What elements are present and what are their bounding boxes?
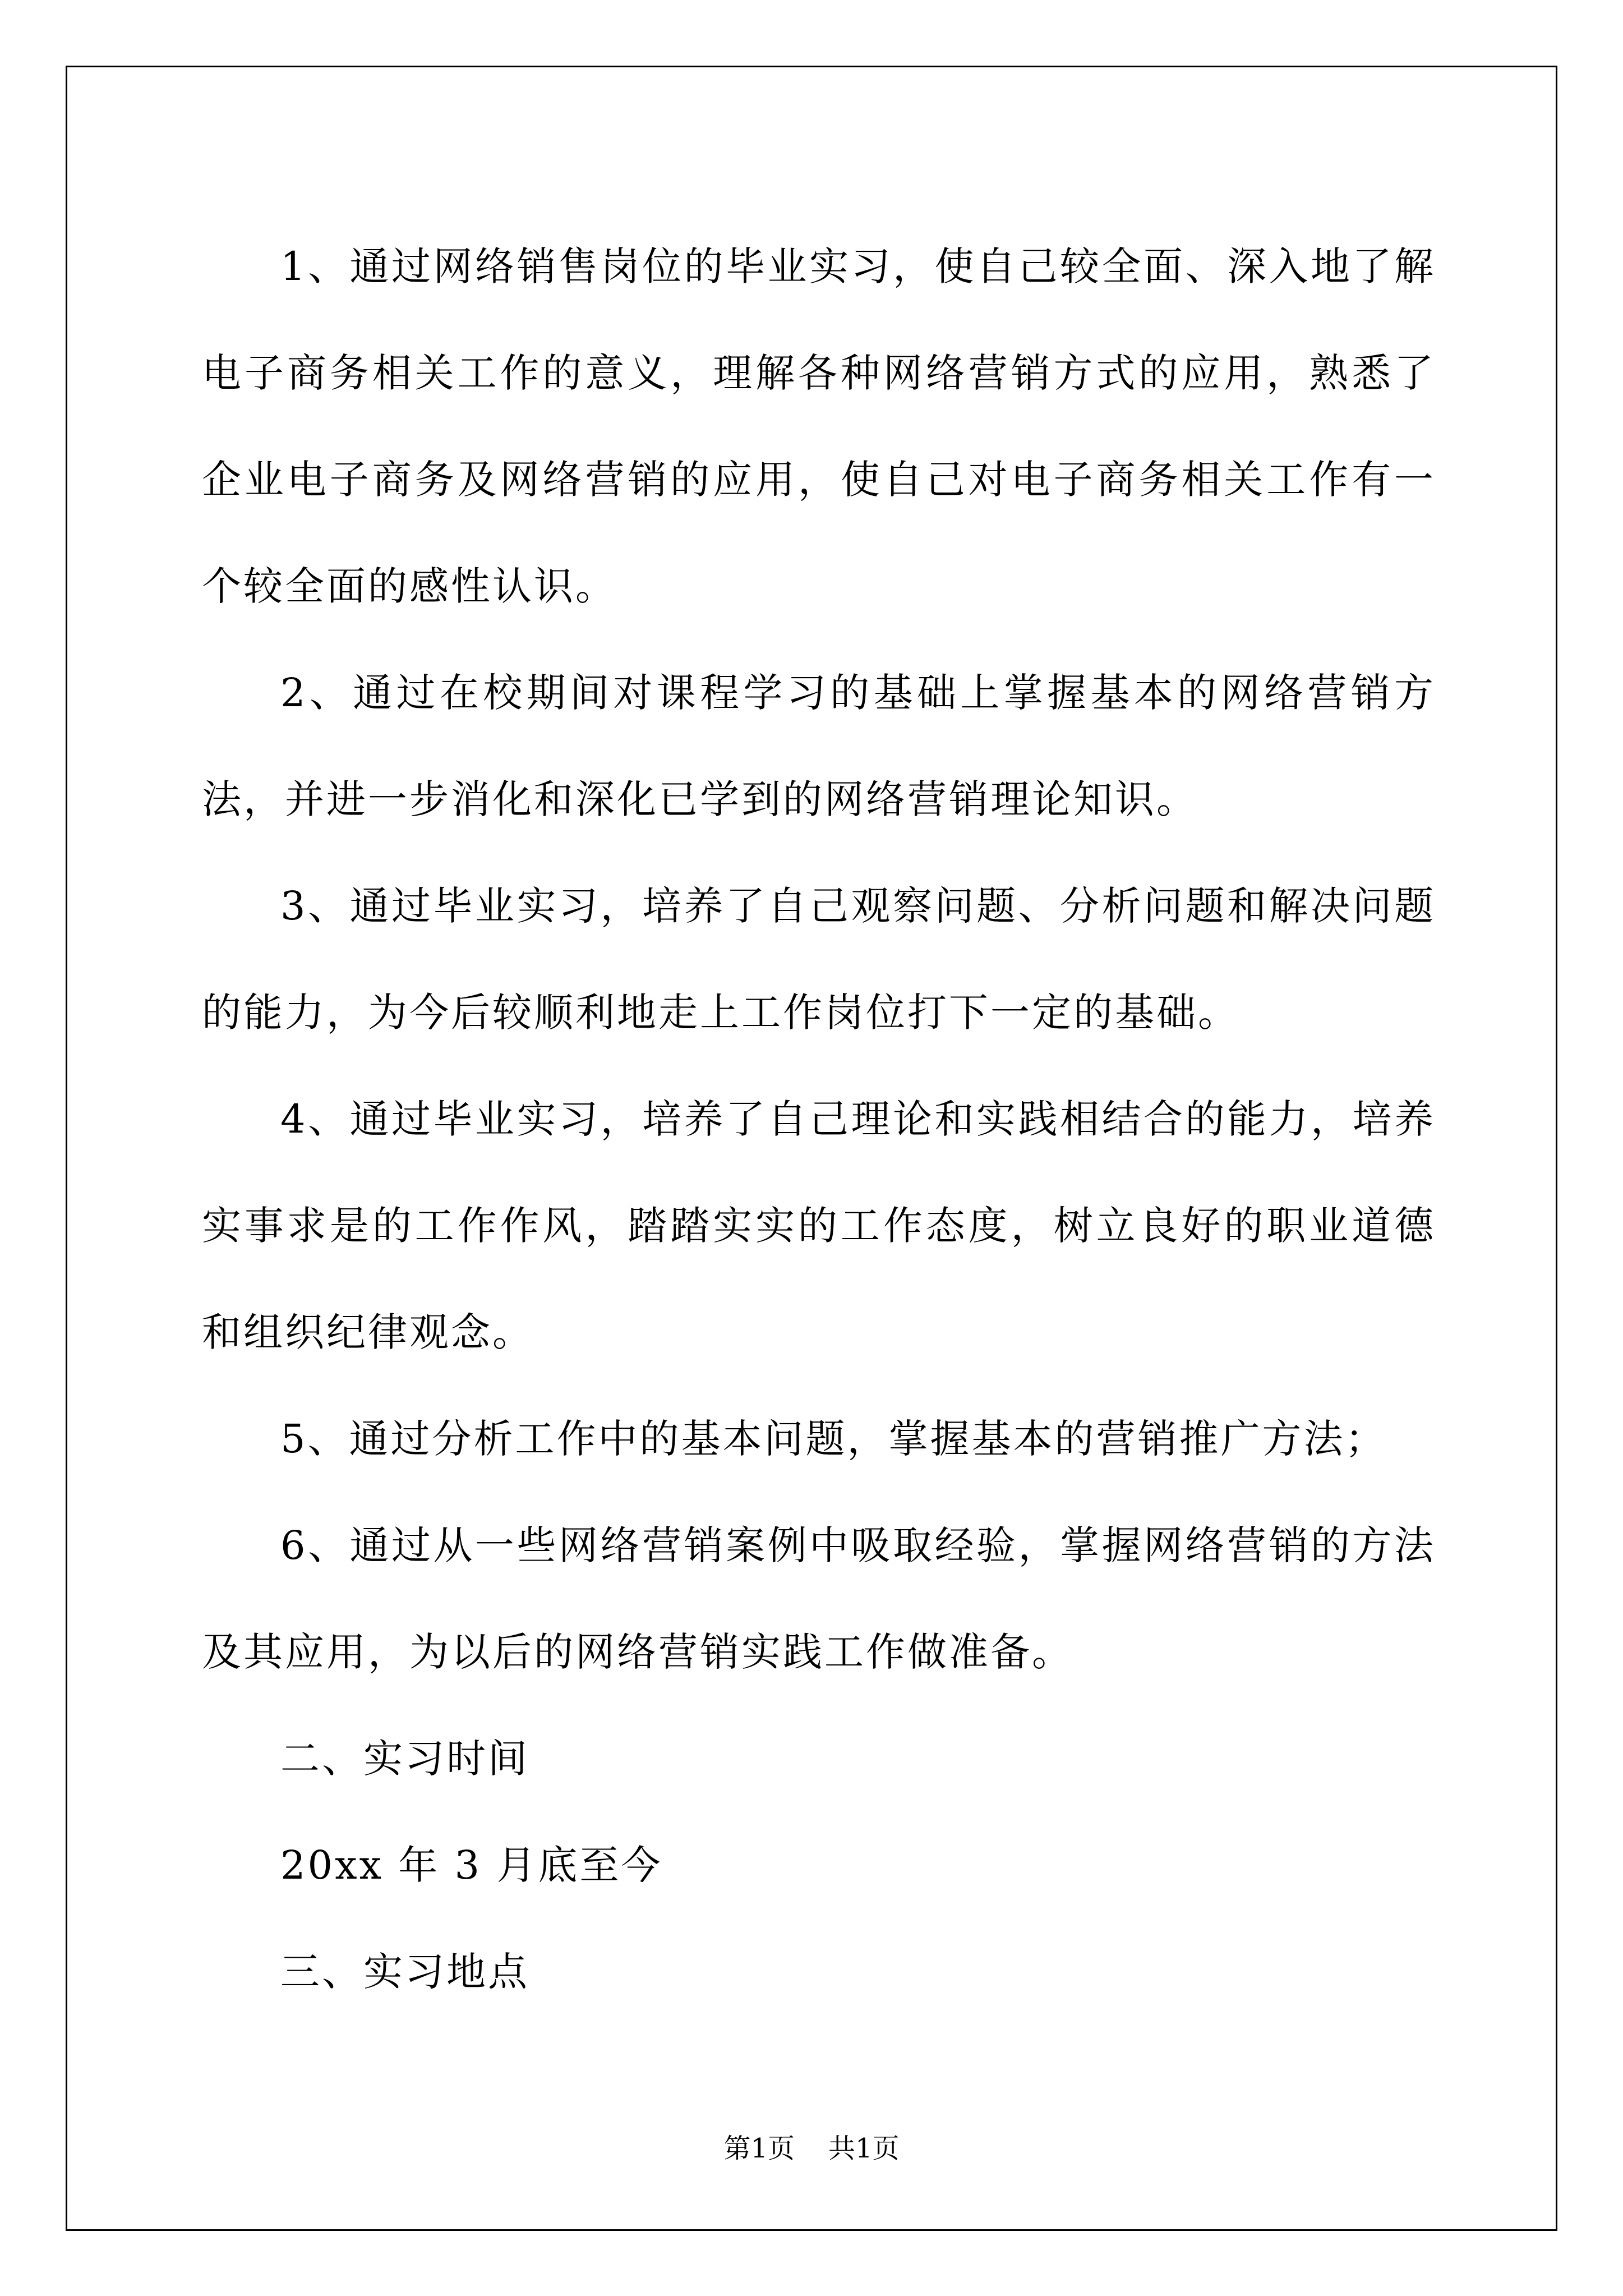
paragraph-objective-6: 6、通过从一些网络营销案例中吸取经验，掌握网络营销的方法及其应用，为以后的网络营销实践工作做准备。 xyxy=(202,1522,1436,1675)
paragraph-objective-3: 3、通过毕业实习，培养了自己观察问题、分析问题和解决问题的能力，为今后较顺利地走上工作岗位打下一定的基础。 xyxy=(202,883,1436,1036)
document-body xyxy=(202,213,1436,2025)
page-number-current: 第1页 xyxy=(723,2133,795,2164)
paragraph-objective-5: 5、通过分析工作中的基本问题，掌握基本的营销推广方法； xyxy=(280,1416,1387,1462)
internship-time-value: 20xx 年 3 月底至今 xyxy=(280,1842,663,1888)
section-heading-internship-time: 二、实习时间 xyxy=(280,1736,529,1782)
section-heading-internship-location: 三、实习地点 xyxy=(280,1949,529,1995)
page-number-total: 共1页 xyxy=(828,2133,900,2164)
paragraph-objective-4: 4、通过毕业实习，培养了自己理论和实践相结合的能力，培养实事求是的工作作风，踏踏实实的工作态度，树立良好的职业道德和组织纪律观念。 xyxy=(202,1096,1436,1355)
page-footer xyxy=(0,2132,1623,2165)
paragraph-objective-2: 2、通过在校期间对课程学习的基础上掌握基本的网络营销方法，并进一步消化和深化已学到的网络营销理论知识。 xyxy=(202,670,1436,822)
paragraph-objective-1: 1、通过网络销售岗位的毕业实习，使自己较全面、深入地了解电子商务相关工作的意义，理解各种网络营销方式的应用，熟悉了企业电子商务及网络营销的应用，使自己对电子商务相关工作有一个较全面的感性认识。 xyxy=(202,243,1436,609)
